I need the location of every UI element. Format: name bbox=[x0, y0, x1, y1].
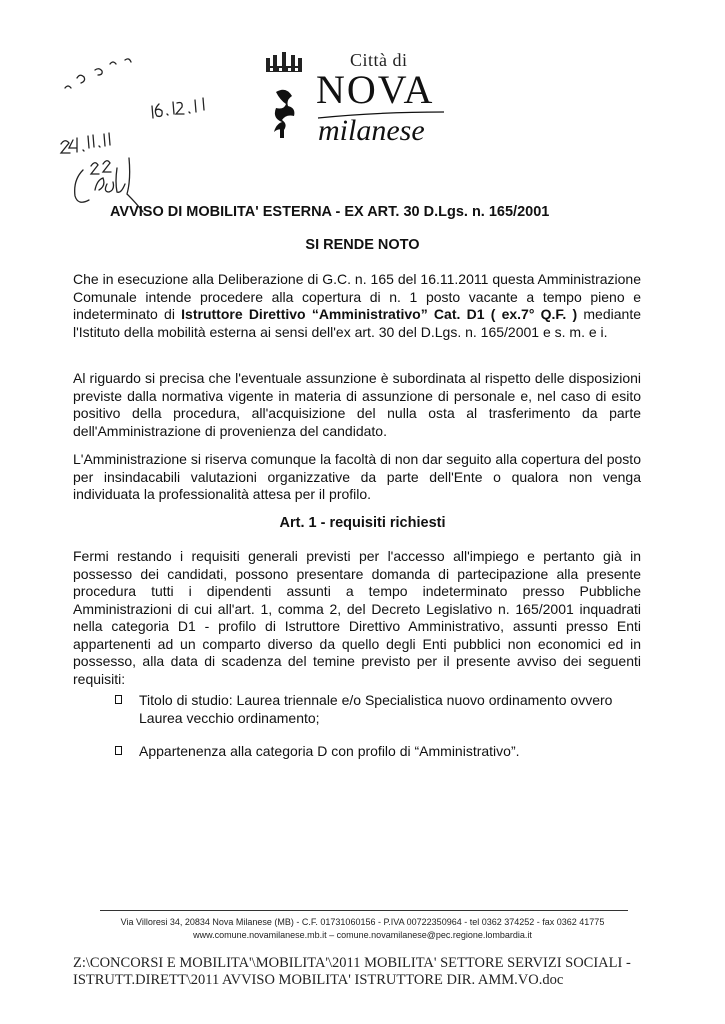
paragraph-deliberation bbox=[73, 271, 641, 341]
city-logo bbox=[258, 50, 448, 150]
file-path-line-1: Z:\CONCORSI E MOBILITA'\MOBILITA'\2011 MOBILITA' SETTORE SERVIZI SOCIALI - bbox=[73, 955, 631, 971]
logo-nova-text: NOVA bbox=[316, 67, 435, 112]
paragraph-reservation: L'Amministrazione si riserva comunque la facoltà di non dar seguito alla copertura del posto per insindacabili valutazioni organizzative da parte dell'Ente o qualora non venga individuata la professionalità attesa per il profilo. bbox=[73, 451, 641, 502]
position-title: Istruttore Direttivo “Amministrativo” Cat. D1 ( ex.7° Q.F. ) bbox=[181, 306, 578, 322]
paragraph-text: mediante l'Istituto della mobilità esterna ai sensi dell'ex art. 30 del D.Lgs. n. 165/2001 e s. m. e i. bbox=[73, 306, 641, 340]
logo-citta-text: Città di bbox=[350, 50, 408, 70]
document-subtitle: SI RENDE NOTO bbox=[305, 237, 420, 253]
footer-web: www.comune.novamilanese.mb.it – comune.novamilanese@pec.regione.lombardia.it bbox=[193, 930, 532, 940]
handwritten-annotations bbox=[55, 48, 255, 218]
file-path-line-2: ISTRUTT.DIRETT\2011 AVVISO MOBILITA' ISTRUTTORE DIR. AMM.VO.doc bbox=[73, 972, 564, 988]
footer-divider bbox=[100, 910, 628, 911]
logo-milanese-text: milanese bbox=[318, 114, 425, 147]
bullet-square-icon bbox=[115, 746, 122, 755]
paragraph-conditions: Al riguardo si precisa che l'eventuale assunzione è subordinata al rispetto delle disposizioni previste dalla normativa vigente in materia di assunzione di personale e, nel caso di esito positivo della procedura, all'acquisizione del nulla osta al trasferimento da parte dell'Amministrazione di provenienza del candidato. bbox=[73, 370, 641, 439]
coat-of-arms-icon bbox=[268, 88, 298, 140]
paragraph-requirements: Fermi restando i requisiti generali previsti per l'accesso all'impiego e pertanto già in possesso dei candidati, possono presentare domanda di partecipazione alla presente procedura tutti i dipendenti assunti a tempo indeterminato presso Pubbliche Amministrazioni di cui all'art. 1, comma 2, del Decreto Legislativo n. 165/2001 inquadrati nella categoria D1 - profilo di Istruttore Direttivo Amministrativo, assunti presso Enti appartenenti ad un comparto diverso da quello degli Enti pubblici non economici ed in possesso, alla data di scadenza del temine previsto per il presente avviso dei seguenti requisiti: bbox=[73, 548, 641, 687]
list-item-text: Titolo di studio: Laurea triennale e/o Specialistica nuovo ordinamento ovvero Laurea vecchio ordinamento; bbox=[139, 692, 613, 726]
article-heading: Art. 1 - requisiti richiesti bbox=[279, 515, 446, 531]
footer-address: Via Villoresi 34, 20834 Nova Milanese (MB) - C.F. 01731060156 - P.IVA 00722350964 - tel 0362 374252 - fax 0362 41775 bbox=[120, 917, 605, 927]
bullet-square-icon bbox=[115, 695, 122, 704]
crown-icon bbox=[264, 52, 304, 74]
document-title: AVVISO DI MOBILITA' ESTERNA - EX ART. 30 D.Lgs. n. 165/2001 bbox=[110, 204, 550, 220]
list-item-text: Appartenenza alla categoria D con profilo di “Amministrativo”. bbox=[139, 743, 520, 759]
paragraph-text: Che in esecuzione alla Deliberazione di G.C. n. 165 del 16.11.2011 questa Amministrazione Comunale intende procedere alla copertura di n. 1 posto vacante a tempo pieno e indeterminato di bbox=[73, 271, 641, 322]
